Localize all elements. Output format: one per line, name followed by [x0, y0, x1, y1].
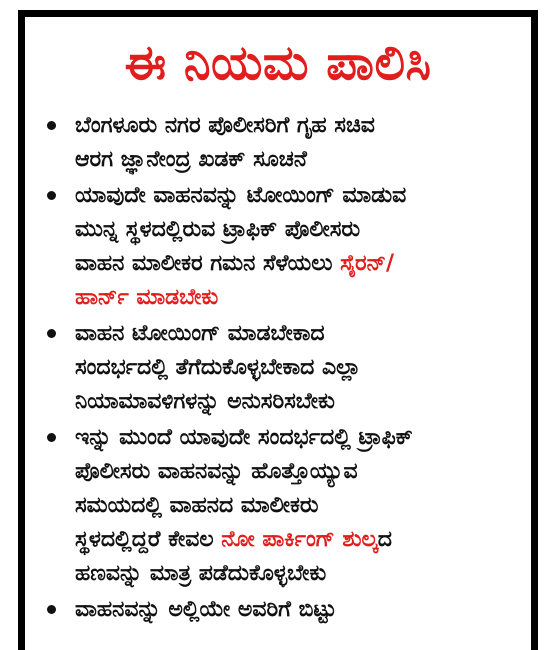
list-item-1 [47, 109, 517, 177]
bullet-icon [47, 121, 56, 130]
item-4-line-4-tail: ದ [377, 527, 393, 552]
item-3-line-2: ಸಂದರ್ಭದಲ್ಲಿ ತೆಗೆದುಕೊಳ್ಳಬೇಕಾದ ಎಲ್ಲಾ [75, 355, 361, 380]
item-2-line-1: ಯಾವುದೇ ವಾಹನವನ್ನು ಟೋಯಿಂಗ್ ಮಾಡುವ [75, 183, 407, 208]
item-2-line-3-text: ವಾಹನ ಮಾಲೀಕರ ಗಮನ ಸೆಳೆಯಲು [75, 251, 341, 276]
item-2-line-2: ಮುನ್ನ ಸ್ಥಳದಲ್ಲಿರುವ ಟ್ರಾಫಿಕ್ ಪೊಲೀಸರು [75, 217, 361, 242]
item-4-line-4-text: ಸ್ಥಳದಲ್ಲಿದ್ದರೆ ಕೇವಲ [75, 527, 222, 552]
item-4-line-2: ಪೊಲೀಸರು ವಾಹನವನ್ನು ಹೊತ್ತೊಯ್ಯುವ [75, 459, 358, 484]
item-2-line-3 [75, 247, 517, 281]
item-4-line-3: ಸಮಯದಲ್ಲಿ ವಾಹನದ ಮಾಲೀಕರು [75, 493, 319, 518]
bullet-icon [47, 329, 56, 338]
notice-frame [18, 10, 538, 650]
bullet-icon [47, 191, 56, 200]
siren-highlight: ಸೈರನ್/ [340, 251, 395, 276]
bullet-icon [47, 433, 56, 442]
horn-highlight: ಹಾರ್ನ್ ಮಾಡಬೇಕು [75, 285, 219, 310]
rules-list [47, 109, 517, 629]
item-1-line-2: ಆರಗ ಜ್ಞಾನೇಂದ್ರ ಖಡಕ್ ಸೂಚನೆ [75, 147, 307, 172]
list-item-2 [47, 179, 517, 315]
list-item-3 [47, 317, 517, 419]
item-5-line-1: ವಾಹನವನ್ನು ಅಲ್ಲಿಯೇ ಅವರಿಗೆ ಬಿಟ್ಟು [75, 597, 337, 622]
item-4-line-1: ಇನ್ನು ಮುಂದೆ ಯಾವುದೇ ಸಂದರ್ಭದಲ್ಲಿ ಟ್ರಾಫಿಕ್ [75, 425, 413, 450]
bullet-icon [47, 605, 56, 614]
item-3-line-1: ವಾಹನ ಟೋಯಿಂಗ್ ಮಾಡಬೇಕಾದ [75, 321, 325, 346]
item-4-line-4 [75, 523, 517, 557]
page-title: ಈ ನಿಯಮ ಪಾಲಿಸಿ [124, 35, 432, 91]
list-item-5 [47, 593, 517, 627]
item-3-line-3: ನಿಯಾಮಾವಳಿಗಳನ್ನು ಅನುಸರಿಸಬೇಕು [75, 389, 335, 414]
no-parking-fee-highlight: ನೋ ಪಾರ್ಕಿಂಗ್ ಶುಲ್ಕ [221, 527, 378, 552]
item-1-line-1: ಬೆಂಗಳೂರು ನಗರ ಪೊಲೀಸರಿಗೆ ಗೃಹ ಸಚಿವ [75, 113, 375, 138]
item-4-line-5: ಹಣವನ್ನು ಮಾತ್ರ ಪಡೆದುಕೊಳ್ಳಬೇಕು [75, 561, 327, 586]
list-item-4 [47, 421, 517, 591]
